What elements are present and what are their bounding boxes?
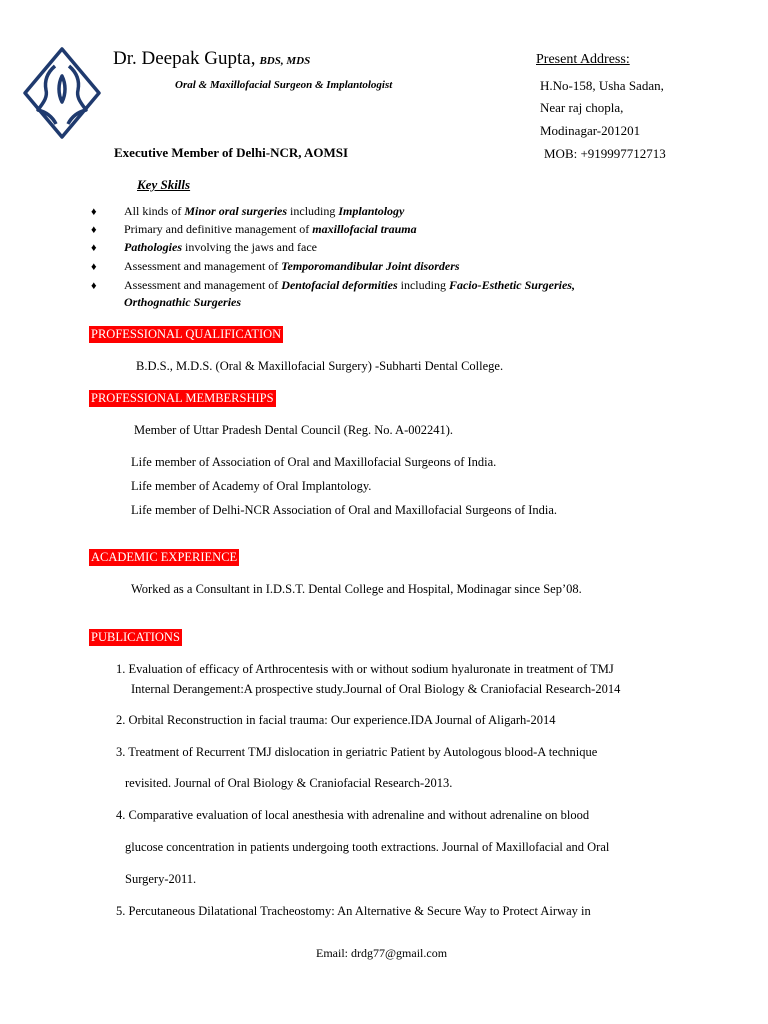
membership-item: Member of Uttar Pradesh Dental Council (Reg. No. A-002241). [134, 423, 454, 437]
publication-line: Surgery-2011. [125, 872, 197, 886]
publication-line: revisited. Journal of Oral Biology & Craniofacial Research-2013. [125, 776, 453, 790]
doctor-credentials: BDS, MDS [259, 55, 311, 67]
doctor-subtitle: Oral & Maxillofacial Surgeon & Implantologist [175, 79, 393, 91]
section-heading-publications: PUBLICATIONS [91, 630, 180, 644]
mobile-number: MOB: +919997712713 [544, 146, 666, 161]
publication-line: 3. Treatment of Recurrent TMJ dislocation in geriatric Patient by Autologous blood-A technique [116, 745, 598, 759]
membership-item: Life member of Academy of Oral Implantology. [131, 479, 372, 493]
publication-line: 4. Comparative evaluation of local anesthesia with adrenaline and without adrenaline on blood [116, 808, 590, 822]
skill-item: Assessment and management of Dentofacial deformities including Facio-Esthetic Surgeries, [124, 278, 575, 292]
address-heading: Present Address: [536, 52, 630, 67]
bullet-icon: ♦ [91, 206, 97, 218]
address-line-2: Near raj chopla, [540, 100, 624, 115]
section-heading-memberships: PROFESSIONAL MEMBERSHIPS [91, 391, 274, 405]
bullet-icon: ♦ [91, 261, 97, 273]
key-skills-heading: Key Skills [137, 177, 191, 192]
address-line-1: H.No-158, Usha Sadan, [540, 78, 664, 93]
skill-item: Assessment and management of Temporomandibular Joint disorders [124, 259, 460, 273]
bullet-icon: ♦ [91, 224, 97, 236]
address-line-3: Modinagar-201201 [540, 123, 641, 138]
logo-emblem-icon [22, 46, 102, 140]
skill-item: All kinds of Minor oral surgeries including Implantology [124, 204, 405, 218]
skill-item-continuation: Orthognathic Surgeries [124, 295, 242, 309]
section-heading-academic: ACADEMIC EXPERIENCE [91, 550, 238, 564]
publication-line: 2. Orbital Reconstruction in facial trauma: Our experience.IDA Journal of Aligarh-2014 [116, 713, 556, 727]
publication-line: 1. Evaluation of efficacy of Arthrocentesis with or without sodium hyaluronate in treatment of TMJ [116, 662, 614, 676]
qualification-text: B.D.S., M.D.S. (Oral & Maxillofacial Surgery) -Subharti Dental College. [136, 359, 504, 373]
bullet-icon: ♦ [91, 280, 97, 292]
publication-line: glucose concentration in patients undergoing tooth extractions. Journal of Maxillofacial and Oral [125, 840, 610, 854]
footer-email: Email: drdg77@gmail.com [316, 946, 448, 960]
membership-item: Life member of Association of Oral and Maxillofacial Surgeons of India. [131, 455, 497, 469]
section-heading-qualification: PROFESSIONAL QUALIFICATION [91, 327, 282, 341]
skill-item: Primary and definitive management of maxillofacial trauma [124, 222, 417, 236]
bullet-icon: ♦ [91, 242, 97, 254]
publication-line: Internal Derangement:A prospective study.Journal of Oral Biology & Craniofacial Research-2014 [131, 682, 621, 696]
doctor-name-line [113, 48, 310, 70]
membership-item: Life member of Delhi-NCR Association of Oral and Maxillofacial Surgeons of India. [131, 503, 558, 517]
academic-text: Worked as a Consultant in I.D.S.T. Dental College and Hospital, Modinagar since Sep’08. [131, 582, 582, 596]
skill-item: Pathologies involving the jaws and face [124, 240, 317, 254]
executive-member: Executive Member of Delhi-NCR, AOMSI [114, 145, 349, 160]
doctor-name: Dr. Deepak Gupta, [113, 48, 256, 69]
publication-line: 5. Percutaneous Dilatational Tracheostomy: An Alternative & Secure Way to Protect Airway in [116, 904, 591, 918]
